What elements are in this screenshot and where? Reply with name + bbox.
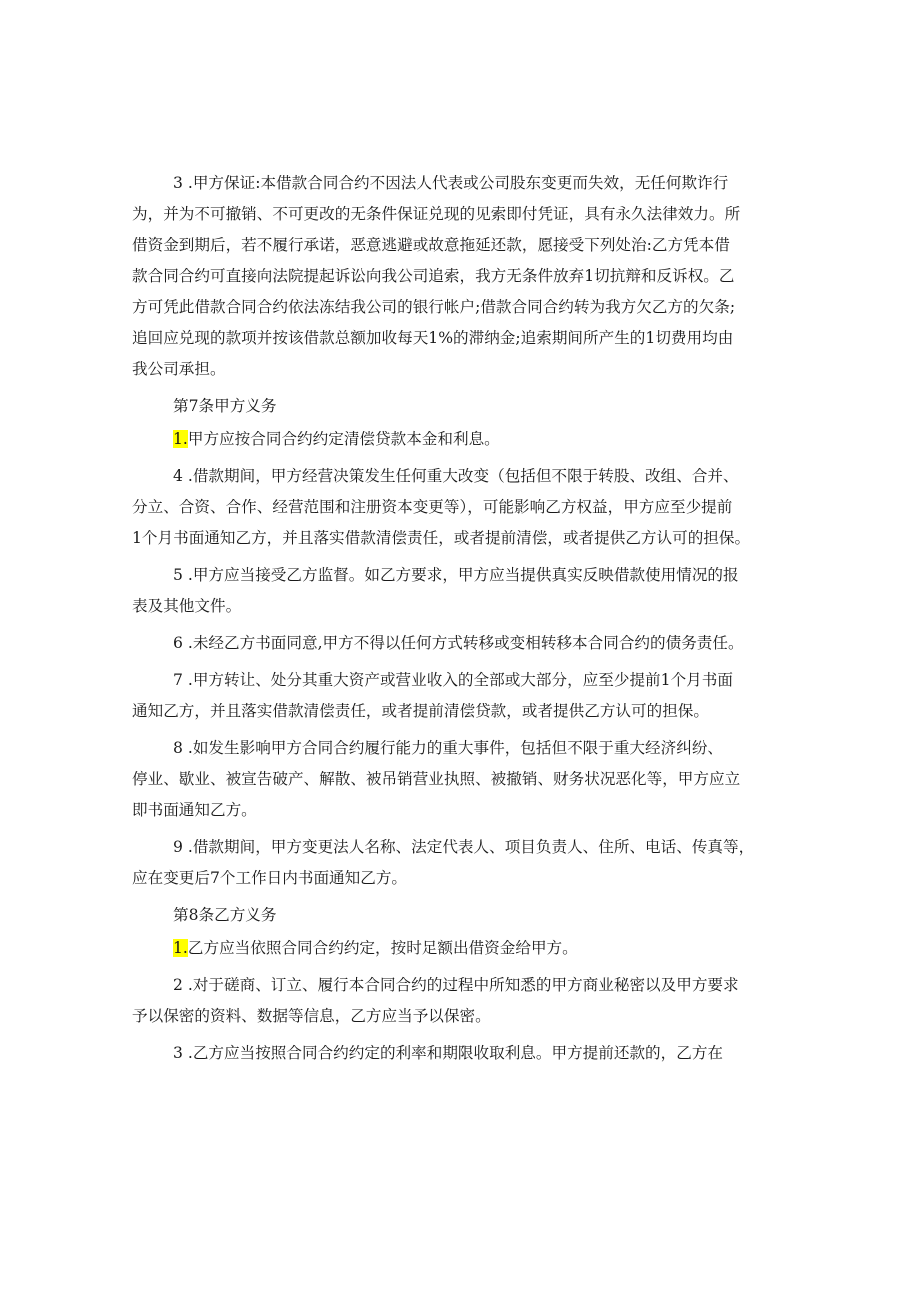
clause-paragraph — [132, 970, 795, 1032]
item-text: 乙方应当依照合同合约约定，按时足额出借资金给甲方。 — [187, 939, 578, 957]
item-text: 甲方应按合同合约约定清偿贷款本金和利息。 — [187, 430, 500, 448]
numbered-item — [173, 424, 795, 455]
paragraph-line: 我公司承担。 — [132, 360, 226, 378]
paragraph-line: 为，并为不可撤销、不可更改的无条件保证兑现的见索即付凭证，具有永久法律效力。所 — [132, 205, 741, 223]
paragraph-line: 款合同合约可直接向法院提起诉讼向我公司追索，我方无条件放弃1切抗辩和反诉权。乙 — [132, 267, 735, 285]
item-number-highlight: 1. — [173, 430, 188, 448]
paragraph-line: 借资金到期后，若不履行承诺，恶意逃避或故意拖延还款，愿接受下列处治:乙方凭本借 — [132, 236, 730, 254]
clause-paragraph — [173, 628, 795, 659]
paragraph-line: 分立、合资、合作、经营范围和注册资本变更等），可能影响乙方权益，甲方应至少提前 — [132, 498, 733, 516]
clause-paragraph — [132, 733, 795, 826]
paragraph-line: 5 .甲方应当接受乙方监督。如乙方要求，甲方应当提供真实反映借款使用情况的报 — [173, 566, 739, 584]
paragraph-line: 追回应兑现的款项并按该借款总额加收每天1%的滞纳金;追索期间所产生的1切费用均由 — [132, 329, 734, 347]
numbered-item — [173, 933, 795, 964]
paragraph-line: 应在变更后7个工作日内书面通知乙方。 — [132, 869, 408, 887]
document-page — [132, 168, 795, 1075]
paragraph-line: 停业、歇业、被宣告破产、解散、被吊销营业执照、被撤销、财务状况恶化等，甲方应立 — [132, 770, 741, 788]
clause-paragraph — [132, 665, 795, 727]
paragraph-line: 1个月书面通知乙方，并且落实借款清偿责任，或者提前清偿，或者提供乙方认可的担保。 — [132, 529, 751, 547]
clause-paragraph — [132, 461, 795, 554]
paragraph-line: 3 .甲方保证:本借款合同合约不因法人代表或公司股东变更而失效，无任何欺诈行 — [173, 174, 729, 192]
paragraph-line: 7 .甲方转让、处分其重大资产或营业收入的全部或大部分，应至少提前1个月书面 — [173, 671, 733, 689]
paragraph-line: 通知乙方，并且落实借款清偿责任，或者提前清偿贷款，或者提供乙方认可的担保。 — [132, 702, 709, 720]
clause-paragraph — [173, 1038, 795, 1069]
paragraph-line: 即书面通知乙方。 — [132, 801, 257, 819]
paragraph-line: 4 .借款期间，甲方经营决策发生任何重大改变（包括但不限于转股、改组、合并、 — [173, 467, 739, 485]
clause-paragraph — [132, 832, 795, 894]
clause-paragraph — [132, 560, 795, 622]
paragraph-line: 8 .如发生影响甲方合同合约履行能力的重大事件，包括但不限于重大经济纠纷、 — [173, 739, 724, 757]
paragraph-line: 2 .对于磋商、订立、履行本合同合约的过程中所知悉的甲方商业秘密以及甲方要求 — [173, 976, 739, 994]
paragraph-line: 方可凭此借款合同合约依法冻结我公司的银行帐户;借款合同合约转为我方欠乙方的欠条; — [132, 298, 736, 316]
paragraph-line: 6 .未经乙方书面同意,甲方不得以任何方式转移或变相转移本合同合约的债务责任。 — [173, 634, 744, 652]
paragraph-line: 3 .乙方应当按照合同合约约定的利率和期限收取利息。甲方提前还款的，乙方在 — [173, 1044, 724, 1062]
clause-paragraph — [132, 168, 795, 385]
paragraph-line: 9 .借款期间，甲方变更法人名称、法定代表人、项目负责人、住所、电话、传真等， — [173, 838, 755, 856]
paragraph-line: 予以保密的资料、数据等信息，乙方应当予以保密。 — [132, 1007, 491, 1025]
paragraph-line: 表及其他文件。 — [132, 597, 242, 615]
section-heading: 第8条乙方义务 — [173, 906, 277, 924]
item-number-highlight: 1. — [173, 939, 188, 957]
section-heading: 第7条甲方义务 — [173, 397, 277, 415]
